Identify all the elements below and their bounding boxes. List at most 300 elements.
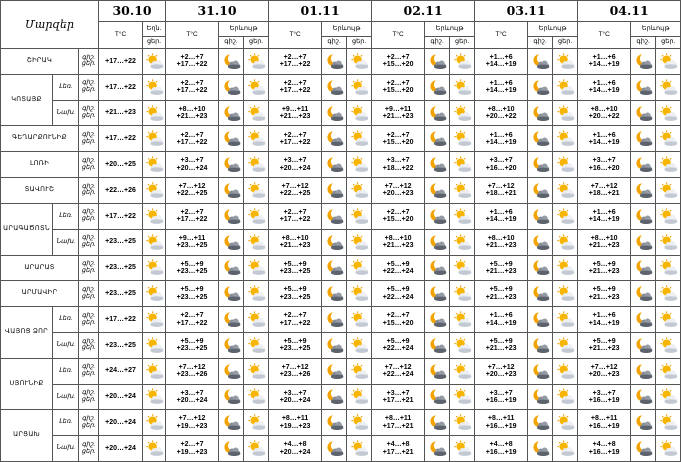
sun-cloud-icon: [143, 182, 165, 199]
night-period-label: գիշ.: [81, 79, 96, 87]
night-temperature: +9…+11: [281, 105, 309, 113]
day-weather-cell: [553, 229, 578, 255]
period-labels: [79, 384, 99, 410]
temperature-header: T°C: [578, 22, 631, 49]
day-temperature: +16…+19: [588, 448, 620, 456]
night-temperature: +7…+12: [487, 183, 515, 191]
night-period-label: գիշ.: [81, 131, 96, 139]
subregion-label: Նախ.: [53, 384, 79, 410]
moon-cloud-icon: [219, 363, 243, 380]
day-weather-cell: [450, 203, 475, 229]
day-temperature: +23…+25: [105, 341, 136, 349]
night-weather-cell: [528, 49, 553, 75]
moon-cloud-icon: [631, 388, 655, 405]
forecast-row: [1, 358, 681, 384]
moon-cloud-icon: [631, 182, 655, 199]
date-header: 02.11: [372, 1, 475, 22]
night-temperature: +2…+7: [283, 54, 307, 62]
temperature-cell: [99, 74, 143, 100]
night-weather-cell: [425, 255, 450, 281]
night-temperature: +9…+11: [384, 105, 412, 113]
day-temperature: +21…+23: [485, 293, 517, 301]
day-temperature: +20…+24: [176, 164, 208, 172]
moon-cloud-icon: [631, 156, 655, 173]
day-weather-cell: [553, 384, 578, 410]
night-period-label: գիշ.: [81, 105, 96, 113]
night-weather-cell: [631, 332, 656, 358]
day-weather-cell: [244, 255, 269, 281]
weather-cell: [143, 410, 166, 436]
sun-cloud-icon: [656, 53, 680, 70]
night-temperature: +5…+9: [592, 286, 616, 294]
day-period-label: ցեր.: [81, 421, 96, 429]
night-weather-cell: [631, 436, 656, 462]
moon-cloud-icon: [631, 311, 655, 328]
moon-cloud-icon: [425, 285, 449, 302]
night-weather-cell: [219, 152, 244, 178]
moon-cloud-icon: [425, 414, 449, 431]
day-temperature: +14…+19: [485, 319, 517, 327]
night-weather-cell: [631, 203, 656, 229]
forecast-row: [1, 126, 681, 152]
night-temperature: +4…+8: [489, 441, 513, 449]
day-weather-cell: [347, 436, 372, 462]
day-weather-cell: [244, 178, 269, 204]
night-temperature: +1…+6: [592, 79, 616, 87]
day-weather-cell: [347, 332, 372, 358]
weather-cell: [143, 74, 166, 100]
night-weather-cell: [425, 436, 450, 462]
day-weather-cell: [450, 332, 475, 358]
day-temperature: +17…+22: [176, 319, 208, 327]
day-period-label: ցեր.: [81, 215, 96, 223]
night-temperature: +5…+9: [180, 338, 204, 345]
temperature-cell: [269, 384, 322, 410]
night-temperature: +8…+11: [281, 415, 309, 423]
night-weather-cell: [425, 100, 450, 126]
moon-cloud-icon: [425, 337, 449, 354]
night-weather-cell: [528, 203, 553, 229]
temperature-cell: [372, 332, 425, 358]
night-temperature: +8…+10: [590, 234, 618, 242]
moon-cloud-icon: [219, 259, 243, 276]
day-temperature: +16…+20: [485, 164, 517, 172]
night-temperature: +3…+7: [592, 389, 616, 397]
sun-cloud-icon: [553, 79, 577, 96]
night-temperature: +7…+12: [384, 183, 412, 191]
moon-cloud-icon: [425, 182, 449, 199]
moon-cloud-icon: [425, 259, 449, 276]
sun-cloud-icon: [143, 440, 165, 457]
night-temperature: +1…+6: [489, 208, 513, 216]
temperature-cell: [475, 126, 528, 152]
night-weather-cell: [631, 74, 656, 100]
sun-cloud-icon: [244, 105, 268, 122]
day-temperature: +21…+23: [105, 109, 136, 117]
night-temperature: +8…+11: [384, 415, 412, 423]
moon-cloud-icon: [219, 337, 243, 354]
night-temperature: +3…+7: [283, 389, 307, 397]
day-temperature: +20…+25: [105, 160, 136, 168]
night-temperature: +8…+10: [487, 234, 515, 242]
temperature-cell: [166, 49, 219, 75]
temperature-cell: [372, 49, 425, 75]
sun-cloud-icon: [450, 414, 474, 431]
night-temperature: +3…+7: [386, 157, 410, 165]
day-period-label: ցեր.: [81, 266, 96, 274]
day-temperature: +17…+21: [382, 448, 414, 456]
night-temperature: +7…+12: [487, 363, 515, 371]
day-weather-cell: [244, 307, 269, 333]
sun-cloud-icon: [244, 53, 268, 70]
night-temperature: +1…+6: [489, 131, 513, 139]
night-temperature: +1…+6: [592, 54, 616, 62]
night-weather-cell: [528, 152, 553, 178]
moon-cloud-icon: [528, 363, 552, 380]
temperature-cell: [166, 436, 219, 462]
temperature-cell: [269, 255, 322, 281]
day-temperature: +21…+23: [485, 345, 517, 353]
day-temperature: +24…+27: [105, 367, 136, 375]
weather-cell: [143, 281, 166, 307]
moon-cloud-icon: [322, 440, 346, 457]
day-label: ցեր.: [244, 37, 269, 49]
moon-cloud-icon: [528, 234, 552, 251]
sun-cloud-icon: [143, 53, 165, 70]
temperature-cell: [578, 100, 631, 126]
moon-cloud-icon: [528, 388, 552, 405]
forecast-row: [1, 152, 681, 178]
temperature-cell: [99, 100, 143, 126]
temperature-cell: [269, 332, 322, 358]
period-labels: [79, 358, 99, 384]
sun-cloud-icon: [244, 440, 268, 457]
night-temperature: +2…+7: [386, 54, 410, 62]
day-period-label: ցեր.: [81, 112, 96, 120]
temperature-cell: [475, 203, 528, 229]
night-temperature: +2…+7: [386, 208, 410, 216]
temperature-cell: [166, 307, 219, 333]
temperature-cell: [578, 307, 631, 333]
sun-cloud-icon: [347, 234, 371, 251]
day-temperature: +22…+24: [382, 345, 414, 353]
sun-cloud-icon: [553, 285, 577, 302]
night-weather-cell: [425, 203, 450, 229]
region-name: ԱՐՑԱԽ: [1, 410, 53, 462]
day-temperature: +15…+20: [382, 319, 414, 327]
temperature-cell: [166, 332, 219, 358]
phenomenon-header: Երևույթ: [219, 22, 269, 37]
subregion-label: Լեռ.: [53, 410, 79, 436]
day-temperature: +23…+26: [279, 371, 311, 379]
temperature-cell: [578, 410, 631, 436]
phenomenon-header: Երևույթ: [528, 22, 578, 37]
forecast-row: [1, 436, 681, 462]
moon-cloud-icon: [322, 105, 346, 122]
sun-cloud-icon: [656, 182, 680, 199]
moon-cloud-icon: [528, 311, 552, 328]
day-weather-cell: [244, 74, 269, 100]
day-weather-cell: [244, 152, 269, 178]
night-weather-cell: [425, 178, 450, 204]
temperature-cell: [166, 358, 219, 384]
sun-cloud-icon: [450, 234, 474, 251]
sun-cloud-icon: [244, 414, 268, 431]
day-temperature: +21…+23: [485, 267, 517, 275]
temperature-cell: [578, 74, 631, 100]
region-name: ԱՐԱՐԱՏ: [1, 255, 79, 281]
day-weather-cell: [244, 384, 269, 410]
sun-cloud-icon: [244, 388, 268, 405]
day-weather-cell: [244, 410, 269, 436]
day-temperature: +14…+19: [588, 216, 620, 224]
night-weather-cell: [219, 126, 244, 152]
period-labels: [79, 49, 99, 75]
night-temperature: +1…+6: [592, 131, 616, 139]
weather-cell: [143, 100, 166, 126]
day-weather-cell: [450, 358, 475, 384]
day-temperature: +17…+22: [279, 319, 311, 327]
day-temperature: +15…+20: [382, 87, 414, 95]
night-weather-cell: [322, 255, 347, 281]
date-header: 04.11: [578, 1, 681, 22]
night-weather-cell: [219, 100, 244, 126]
day-temperature: +23…+25: [176, 267, 208, 275]
period-labels: [79, 410, 99, 436]
sun-cloud-icon: [656, 285, 680, 302]
moon-cloud-icon: [528, 285, 552, 302]
day-temperature: +16…+19: [588, 422, 620, 430]
period-labels: [79, 255, 99, 281]
night-label: գիշ.: [322, 37, 347, 49]
day-temperature: +21…+23: [279, 242, 311, 250]
night-weather-cell: [425, 229, 450, 255]
weather-cell: [143, 152, 166, 178]
day-temperature: +17…+22: [176, 216, 208, 224]
sun-cloud-icon: [143, 388, 165, 405]
day-weather-cell: [656, 203, 681, 229]
temperature-cell: [99, 307, 143, 333]
night-temperature: +2…+7: [283, 312, 307, 320]
temperature-cell: [578, 332, 631, 358]
temperature-cell: [372, 384, 425, 410]
night-weather-cell: [322, 126, 347, 152]
forecast-row: [1, 410, 681, 436]
moon-cloud-icon: [528, 182, 552, 199]
moon-cloud-icon: [322, 156, 346, 173]
temperature-cell: [269, 203, 322, 229]
day-temperature: +22…+26: [105, 186, 136, 194]
night-weather-cell: [528, 410, 553, 436]
sun-cloud-icon: [244, 208, 268, 225]
day-temperature: +22…+24: [382, 371, 414, 379]
day-temperature: +21…+23: [382, 113, 414, 121]
temperature-cell: [166, 74, 219, 100]
period-labels: [79, 307, 99, 333]
temperature-cell: [475, 436, 528, 462]
temperature-cell: [372, 100, 425, 126]
day-weather-cell: [450, 229, 475, 255]
night-temperature: +5…+9: [489, 260, 513, 268]
day-weather-cell: [656, 410, 681, 436]
day-temperature: +21…+23: [588, 345, 620, 353]
temperature-cell: [269, 49, 322, 75]
region-name: ԼՈՌԻ: [1, 152, 79, 178]
moon-cloud-icon: [322, 182, 346, 199]
moon-cloud-icon: [425, 363, 449, 380]
temperature-cell: [99, 126, 143, 152]
day-temperature: +17…+22: [279, 87, 311, 95]
subregion-label: Լեռ.: [53, 74, 79, 100]
day-temperature: +19…+23: [176, 448, 208, 456]
night-temperature: +3…+7: [180, 157, 204, 165]
day-temperature: +14…+19: [485, 61, 517, 69]
night-temperature: +1…+6: [489, 79, 513, 87]
day-weather-cell: [553, 307, 578, 333]
temperature-cell: [166, 255, 219, 281]
forecast-body: [1, 49, 681, 462]
night-period-label: գիշ.: [81, 363, 96, 371]
night-period-label: գիշ.: [81, 53, 96, 61]
weather-cell: [143, 358, 166, 384]
date-header: 31.10: [166, 1, 269, 22]
night-weather-cell: [425, 410, 450, 436]
day-temperature: +23…+25: [176, 345, 208, 353]
region-name: ԱՐԱԳԱԾՈՏՆ: [1, 203, 53, 255]
day-weather-cell: [347, 152, 372, 178]
night-weather-cell: [425, 281, 450, 307]
temperature-cell: [578, 229, 631, 255]
night-temperature: +3…+7: [386, 389, 410, 397]
night-weather-cell: [219, 255, 244, 281]
night-weather-cell: [528, 100, 553, 126]
weather-cell: [143, 178, 166, 204]
weather-cell: [143, 229, 166, 255]
weather-cell: [143, 49, 166, 75]
temperature-cell: [99, 203, 143, 229]
moon-cloud-icon: [219, 182, 243, 199]
day-weather-cell: [656, 100, 681, 126]
sun-cloud-icon: [553, 311, 577, 328]
sun-cloud-icon: [244, 130, 268, 147]
day-weather-cell: [347, 307, 372, 333]
day-period-label: ցեր.: [81, 137, 96, 145]
sun-cloud-icon: [450, 182, 474, 199]
day-temperature: +16…+19: [485, 396, 517, 404]
day-weather-cell: [656, 358, 681, 384]
night-temperature: +2…+7: [386, 79, 410, 87]
temperature-cell: [99, 49, 143, 75]
day-temperature: +23…+25: [105, 290, 136, 298]
temperature-cell: [166, 100, 219, 126]
temperature-cell: [166, 152, 219, 178]
period-labels: [79, 74, 99, 100]
subregion-label: Նախ.: [53, 436, 79, 462]
day-weather-cell: [244, 100, 269, 126]
day-weather-cell: [450, 436, 475, 462]
moon-cloud-icon: [425, 105, 449, 122]
night-weather-cell: [425, 384, 450, 410]
subregion-label: Լեռ.: [53, 307, 79, 333]
night-temperature: +2…+7: [180, 79, 204, 87]
night-temperature: +7…+12: [281, 363, 309, 371]
day-temperature: +14…+19: [588, 87, 620, 95]
day-period-label: ցեր.: [81, 86, 96, 94]
day-temperature: +23…+25: [176, 242, 208, 250]
day-temperature: +23…+25: [176, 293, 208, 301]
night-weather-cell: [528, 358, 553, 384]
sun-cloud-icon: [450, 285, 474, 302]
night-weather-cell: [528, 281, 553, 307]
day-weather-cell: [244, 358, 269, 384]
sun-cloud-icon: [656, 156, 680, 173]
moon-cloud-icon: [631, 130, 655, 147]
sun-cloud-icon: [244, 156, 268, 173]
night-label: գիշ.: [528, 37, 553, 49]
day-weather-cell: [553, 203, 578, 229]
day-weather-cell: [450, 384, 475, 410]
day-temperature: +23…+25: [279, 293, 311, 301]
sun-cloud-icon: [553, 388, 577, 405]
day-weather-cell: [244, 203, 269, 229]
moon-cloud-icon: [631, 234, 655, 251]
night-label: գիշ.: [425, 37, 450, 49]
night-period-label: գիշ.: [81, 414, 96, 422]
night-temperature: +5…+9: [489, 338, 513, 345]
day-period-label: ցեր.: [81, 292, 96, 300]
night-weather-cell: [528, 332, 553, 358]
day-weather-cell: [553, 436, 578, 462]
region-column-header: Մարզեր: [1, 1, 99, 49]
day-weather-cell: [450, 307, 475, 333]
night-temperature: +3…+7: [283, 157, 307, 165]
sun-cloud-icon: [553, 234, 577, 251]
temperature-header: T°C: [475, 22, 528, 49]
moon-cloud-icon: [425, 208, 449, 225]
night-weather-cell: [219, 332, 244, 358]
sun-cloud-icon: [143, 234, 165, 251]
night-temperature: +8…+11: [487, 415, 515, 423]
moon-cloud-icon: [219, 79, 243, 96]
temperature-cell: [269, 410, 322, 436]
day-period-label: ցեր.: [81, 370, 96, 378]
subregion-label: Լեռ.: [53, 203, 79, 229]
day-temperature: +21…+23: [588, 242, 620, 250]
night-weather-cell: [219, 229, 244, 255]
night-temperature: +5…+9: [386, 286, 410, 294]
moon-cloud-icon: [631, 440, 655, 457]
temperature-cell: [166, 126, 219, 152]
moon-cloud-icon: [322, 414, 346, 431]
day-period-label: ցեր.: [81, 395, 96, 403]
night-weather-cell: [528, 384, 553, 410]
day-temperature: +16…+19: [485, 448, 517, 456]
day-weather-cell: [244, 49, 269, 75]
moon-cloud-icon: [322, 79, 346, 96]
night-weather-cell: [322, 410, 347, 436]
day-label: ցեր.: [143, 37, 166, 49]
night-temperature: +1…+6: [592, 208, 616, 216]
phenomenon-header: Երևույթ: [322, 22, 372, 37]
forecast-row: [1, 307, 681, 333]
night-temperature: +5…+9: [489, 286, 513, 294]
weather-cell: [143, 436, 166, 462]
region-name: ԱՐՄԱՎԻՐ: [1, 281, 79, 307]
night-period-label: գիշ.: [81, 337, 96, 345]
sun-cloud-icon: [143, 363, 165, 380]
day-period-label: ցեր.: [81, 189, 96, 197]
temperature-header: T°C: [99, 22, 143, 49]
